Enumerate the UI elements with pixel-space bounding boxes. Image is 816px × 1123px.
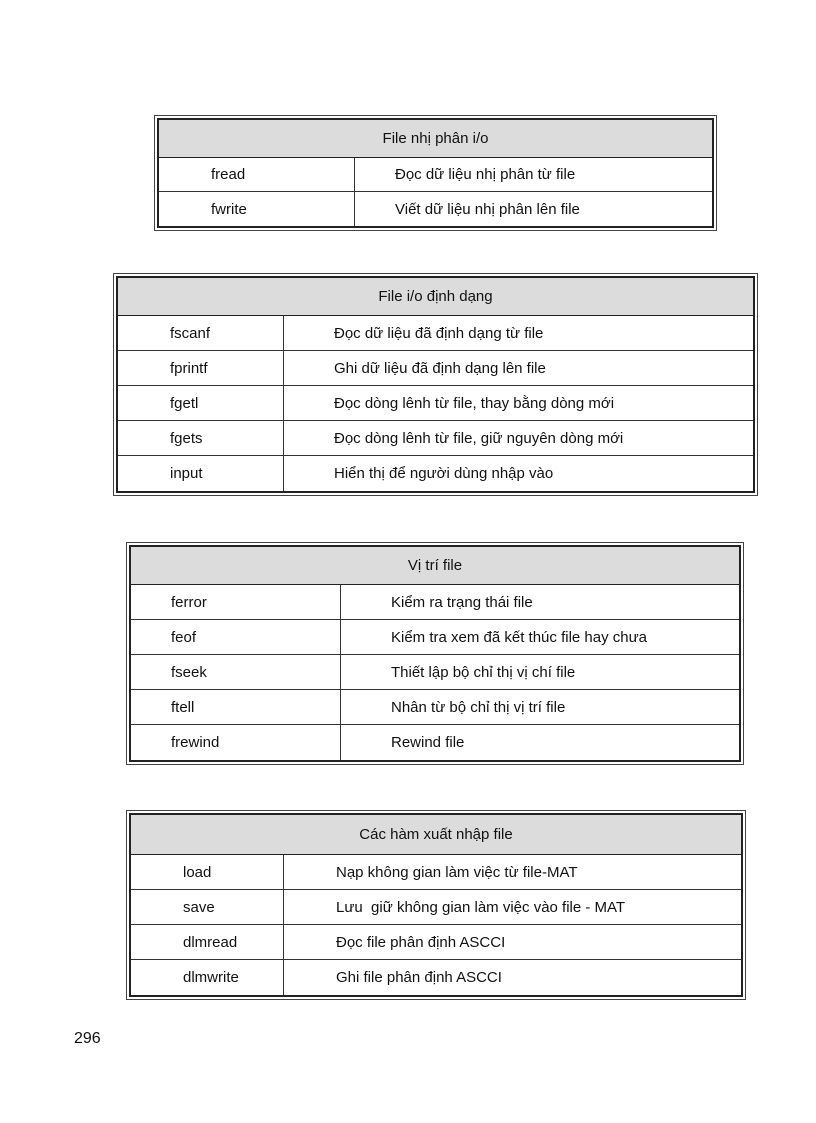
table-file-position: [129, 545, 741, 762]
function-description: Ghi dữ liệu đã định dạng lên file: [334, 359, 546, 377]
function-name: save: [131, 890, 284, 924]
function-description: Ghi file phân định ASCCI: [336, 969, 502, 986]
function-name: fprintf: [118, 351, 284, 385]
function-name: input: [118, 456, 284, 491]
function-name: ftell: [131, 690, 341, 724]
function-description: Lưu giữ không gian làm việc vào file - MAT: [336, 898, 626, 916]
table-row: [131, 855, 741, 890]
table-row: [159, 192, 712, 226]
table-title: Vị trí file: [131, 547, 739, 585]
function-name: dlmwrite: [131, 960, 284, 995]
function-description: Nhân từ bộ chỉ thị vị trí file: [391, 698, 566, 716]
table-row: [131, 620, 739, 655]
table-import-export-functions: [129, 813, 743, 997]
function-description: Đọc dòng lênh từ file, thay bằng dòng mới: [334, 394, 615, 412]
function-description: Đọc dòng lênh từ file, giữ nguyên dòng mới: [334, 429, 624, 447]
function-name: ferror: [131, 585, 341, 619]
table-title: File nhị phân i/o: [159, 120, 712, 158]
function-description: Đọc file phân định ASCCI: [336, 933, 506, 951]
function-description: Kiểm tra xem đã kết thúc file hay chưa: [391, 628, 647, 646]
function-description: Rewind file: [391, 734, 465, 751]
table-title: File i/o định dạng: [118, 278, 753, 316]
table-formatted-io: [116, 276, 755, 493]
function-name: fwrite: [159, 192, 355, 226]
function-description: Kiểm ra trạng thái file: [391, 593, 533, 611]
function-name: fread: [159, 158, 355, 191]
function-description: Đọc dữ liệu đã định dạng từ file: [334, 324, 544, 342]
table-row: [159, 158, 712, 192]
table-row: [131, 925, 741, 960]
table-row: [118, 351, 753, 386]
table-binary-io: [157, 118, 714, 228]
table-row: [131, 725, 739, 760]
table-row: [118, 421, 753, 456]
function-name: fgets: [118, 421, 284, 455]
function-description: Nạp không gian làm việc từ file-MAT: [336, 863, 578, 881]
function-name: dlmread: [131, 925, 284, 959]
table-row: [131, 690, 739, 725]
page-number: 296: [74, 1030, 101, 1047]
table-title: Các hàm xuất nhập file: [131, 815, 741, 855]
function-description: Thiết lập bộ chỉ thị vị chí file: [391, 663, 576, 681]
function-name: load: [131, 855, 284, 889]
function-name: fgetl: [118, 386, 284, 420]
function-description: Đọc dữ liệu nhị phân từ file: [395, 166, 576, 183]
function-name: feof: [131, 620, 341, 654]
table-row: [131, 890, 741, 925]
table-row: [131, 655, 739, 690]
table-row: [118, 456, 753, 491]
table-row: [118, 386, 753, 421]
function-name: fseek: [131, 655, 341, 689]
function-description: Hiển thị để người dùng nhập vào: [334, 465, 554, 482]
table-row: [131, 585, 739, 620]
table-row: [131, 960, 741, 995]
function-description: Viết dữ liệu nhị phân lên file: [395, 200, 580, 218]
table-row: [118, 316, 753, 351]
function-name: fscanf: [118, 316, 284, 350]
function-name: frewind: [131, 725, 341, 760]
